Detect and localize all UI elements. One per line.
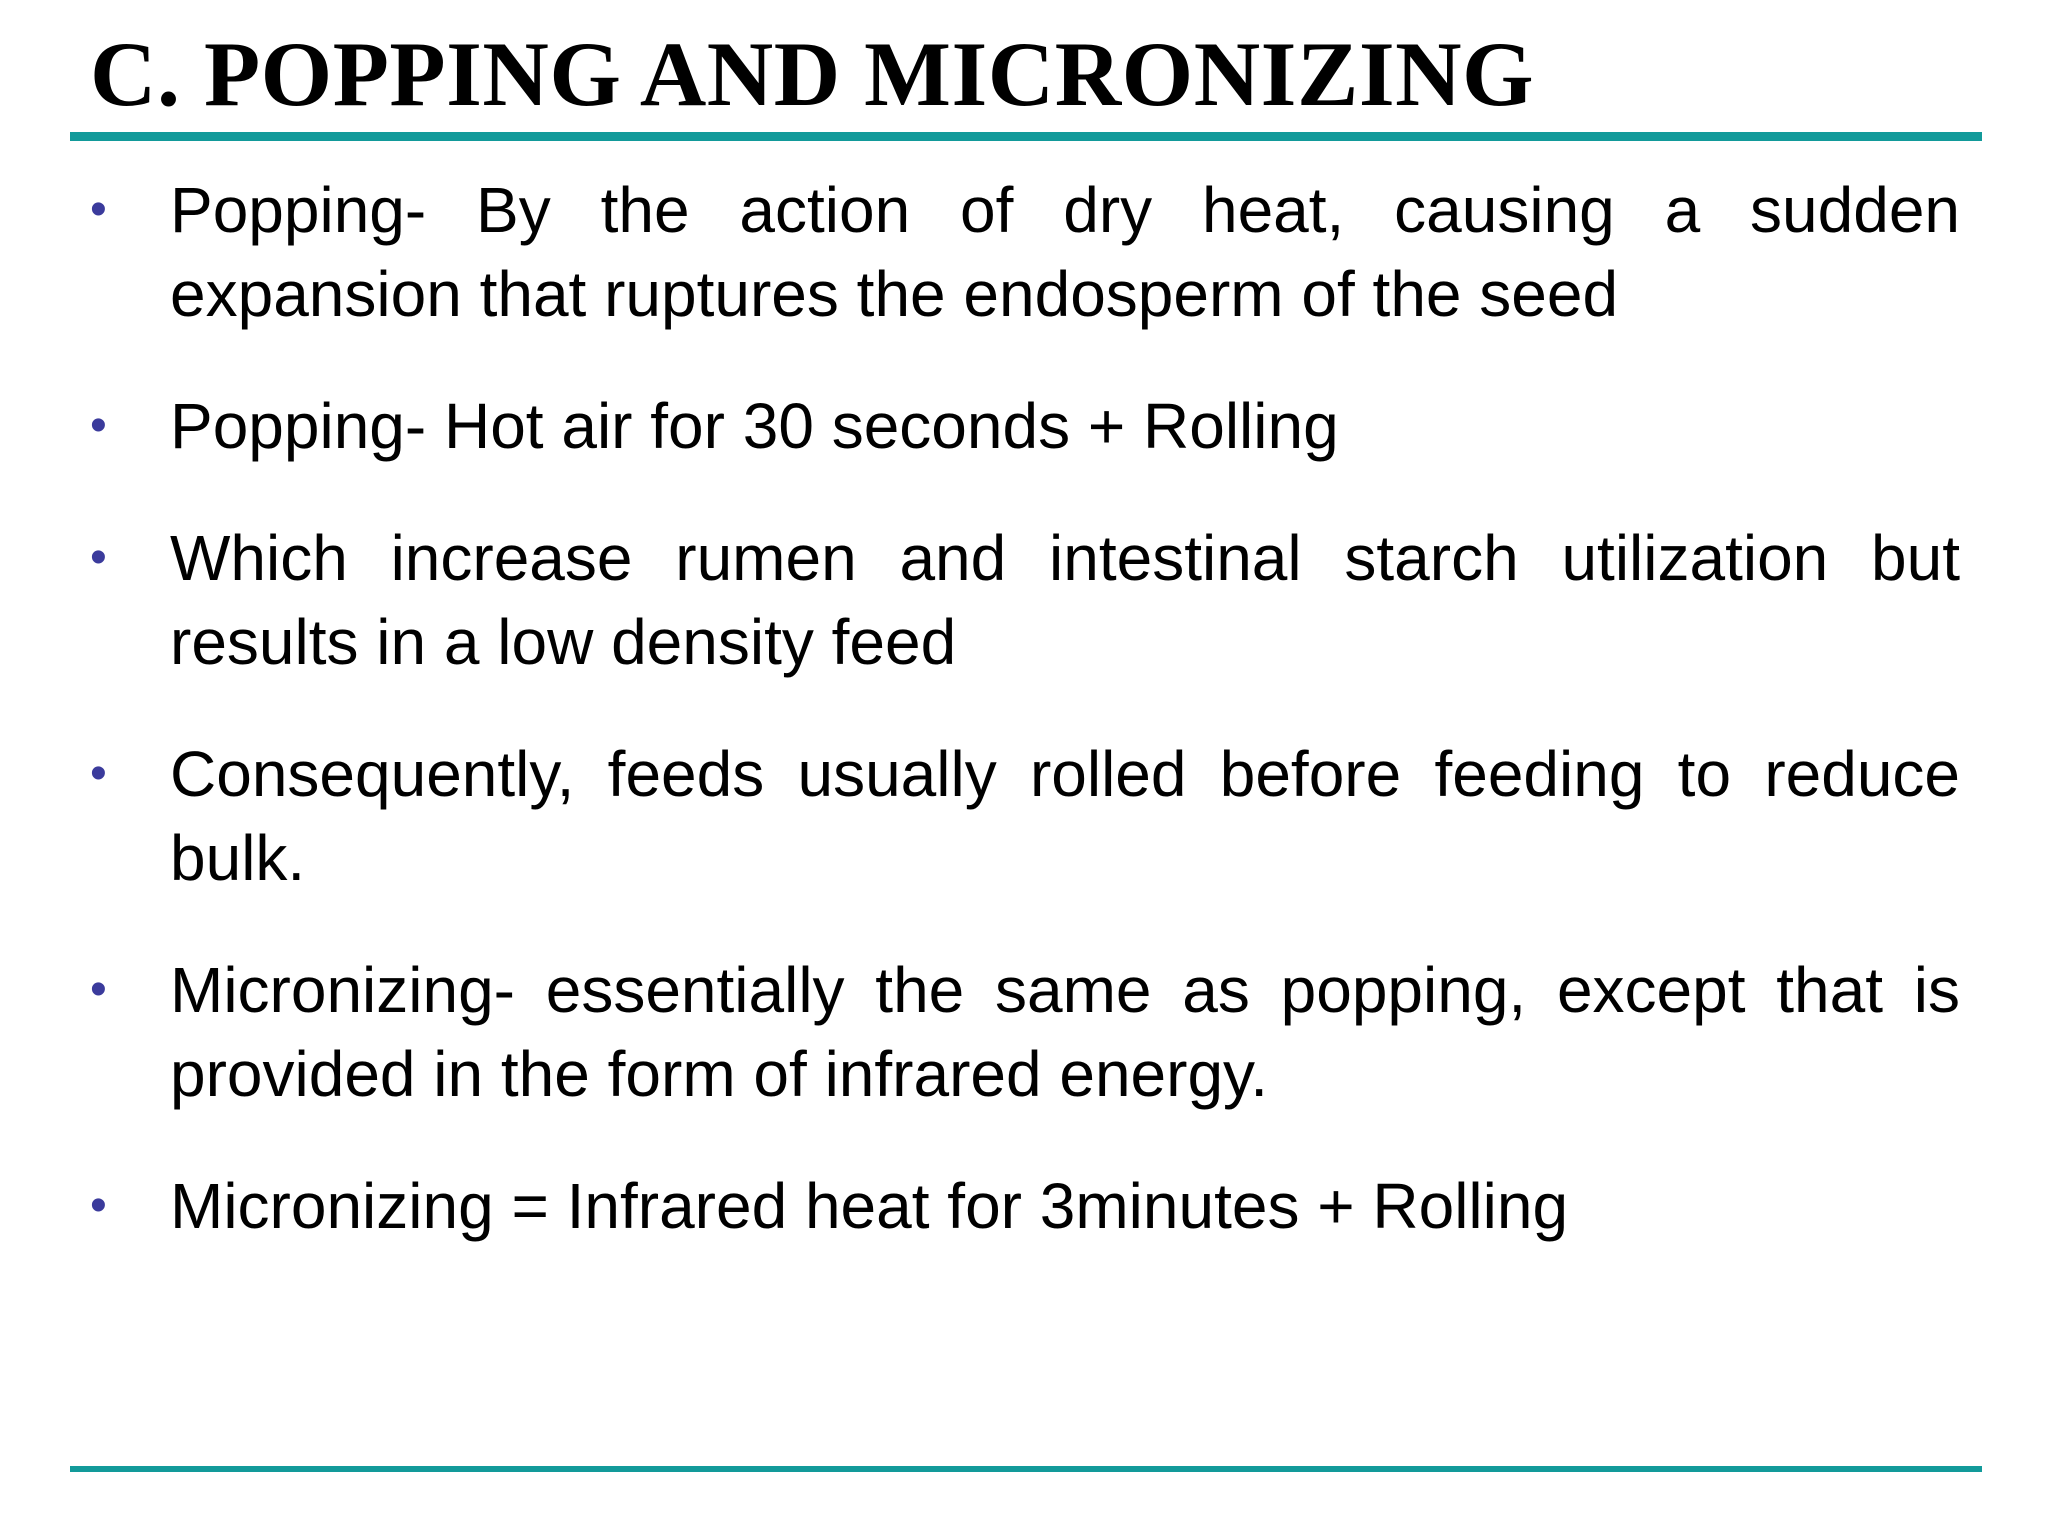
- list-item: [90, 1164, 1960, 1248]
- bullet-text: Popping- Hot air for 30 seconds + Rolling: [170, 390, 1339, 462]
- bullet-dot-icon: •: [90, 399, 107, 452]
- bullet-dot-icon: •: [90, 747, 107, 800]
- bullet-dot-icon: •: [90, 531, 107, 584]
- bullet-dot-icon: •: [90, 1179, 107, 1232]
- bullet-dot-icon: •: [90, 963, 107, 1016]
- footer-divider: [70, 1466, 1982, 1472]
- bullet-dot-icon: •: [90, 183, 107, 236]
- list-item: [90, 384, 1960, 468]
- bullet-list: [90, 168, 1960, 1296]
- bullet-text: Micronizing = Infrared heat for 3minutes + Rolling: [170, 1170, 1569, 1242]
- title-divider-top: [70, 132, 1982, 141]
- list-item: [90, 948, 1960, 1116]
- list-item: [90, 168, 1960, 336]
- bullet-text: Consequently, feeds usually rolled before feeding to reduce bulk.: [170, 738, 1960, 894]
- bullet-text: Popping- By the action of dry heat, causing a sudden expansion that ruptures the endosperm of the seed: [170, 174, 1960, 330]
- slide-title: C. POPPING AND MICRONIZING: [90, 23, 1535, 125]
- list-item: [90, 516, 1960, 684]
- bullet-text: Micronizing- essentially the same as popping, except that is provided in the form of infrared energy.: [170, 954, 1960, 1110]
- bullet-text: Which increase rumen and intestinal starch utilization but results in a low density feed: [170, 522, 1960, 678]
- list-item: [90, 732, 1960, 900]
